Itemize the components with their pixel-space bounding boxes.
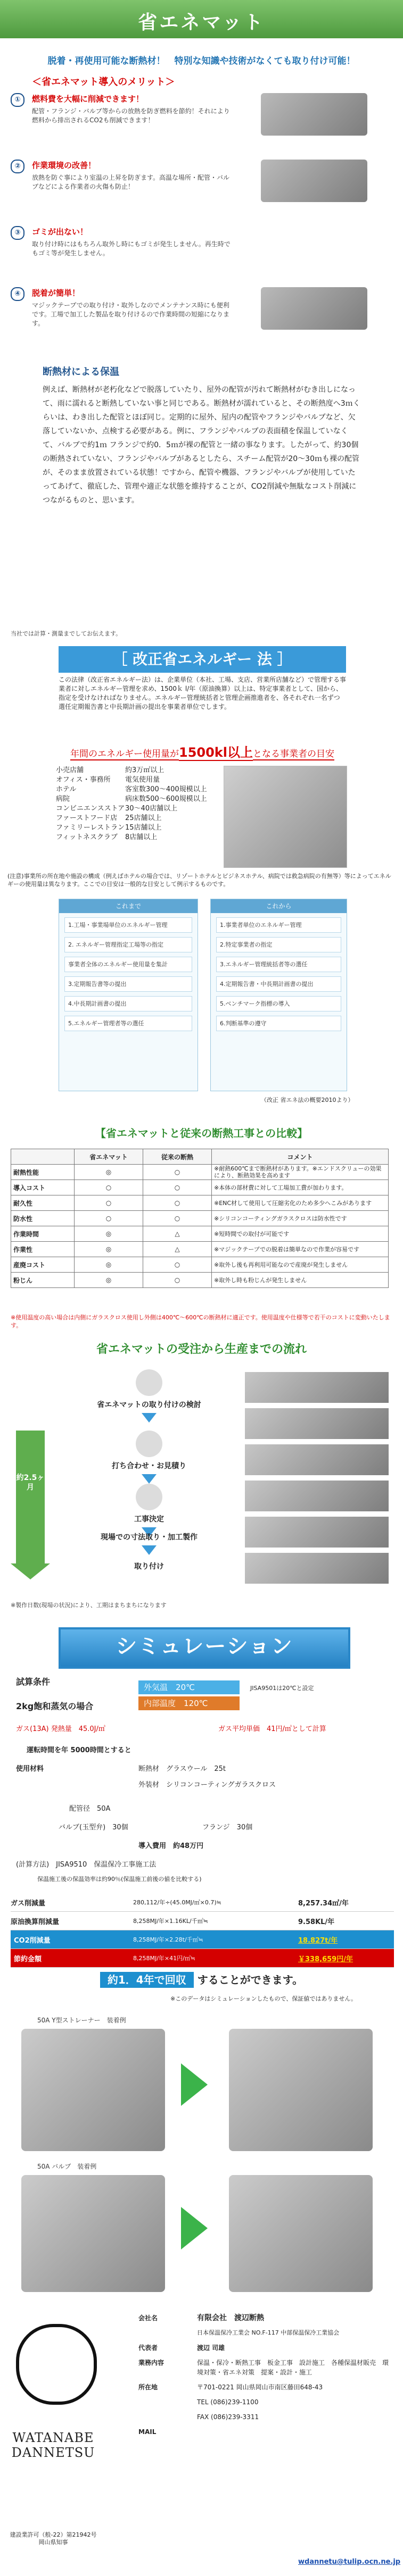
flow-item: 事業者全体のエネルギー使用量を集計	[64, 957, 192, 972]
compare-heading: 【省エネマットと従来の断熱工事との比較】	[95, 1127, 308, 1140]
down-arrow-icon	[142, 1474, 157, 1484]
payback-post: することができます。	[197, 1973, 303, 1986]
valve-covered-photo	[229, 2175, 373, 2292]
process-photo	[245, 1372, 389, 1403]
process-step-5	[75, 1561, 224, 1571]
flow-item: 2.特定事業者の指定	[216, 937, 341, 952]
info-row: 代表者 渡辺 司雄	[138, 2344, 225, 2352]
merit-body: マジックテープでの取り付け・取外しなのでメンテナンス時にも便利です。工場で加工した製品を取り付けるので作業時間の短縮になります。	[32, 302, 230, 327]
list-item: 病院 病床数500～600規模以上	[56, 795, 207, 803]
flow-item: 5.ベンチマーク指標の導入	[216, 996, 341, 1011]
law-note: (注意)事業所の所在地や施設の構成（例えばホテルの場合では、リゾートホテルとビジネスホテル、病院では救急病院の有無等）等によってエネルギーの使用量は異なります。ここでの目安は一般的な目安として例示するものです。	[7, 873, 391, 888]
step-label: 省エネマットの取り付けの検討	[97, 1401, 201, 1409]
merit-photo	[261, 287, 367, 330]
flow-item: 1.事業者単位のエネルギー管理	[216, 917, 341, 933]
process-step-1	[75, 1369, 224, 1426]
merit-number: ③	[11, 226, 24, 240]
process-photos	[245, 1372, 389, 1589]
flow-header: これまで	[59, 899, 198, 913]
company-section	[0, 2303, 403, 2558]
merit-head: 燃料費を大幅に削減できます！	[32, 94, 144, 104]
merit-head: 脱着が簡単！	[32, 288, 80, 298]
table-row: 防水性 ○ ○ ※シリコンコーティングガラスクロスは防水性です	[11, 1211, 389, 1226]
logo-name: WATANABE DANNETSU	[11, 2430, 95, 2460]
list-item: 小売店舗 約3万㎡以上	[56, 766, 165, 774]
lead-time-label: 約2.5ヶ月	[16, 1474, 45, 1492]
merit-body: 配管・フランジ・バルブ等からの放熱を防ぎ燃料を節約！それにより燃料から排出されるCO2も削減できます！	[32, 107, 230, 124]
pipe-size: 配管径 50A	[69, 1805, 111, 1813]
merit-head: ゴミが出ない！	[32, 227, 88, 237]
table-row: 産廃コスト ◎ ○ ※取外し後も再利用可能なので産廃が発生しません	[11, 1257, 389, 1273]
step-label: 打ち合わせ・お見積り	[112, 1462, 186, 1470]
flow-header: これから	[211, 899, 347, 913]
calc-note: 当社では計算・測量までしてお伝えます。	[11, 630, 122, 637]
table-row: 作業時間 ◎ △ ※短時間での取付が可能です	[11, 1226, 389, 1242]
law-list	[56, 766, 216, 842]
merit-photo	[261, 93, 367, 136]
process-photo	[245, 1553, 389, 1584]
material-label: 使用材料	[16, 1765, 44, 1773]
step-icon	[136, 1484, 162, 1510]
list-item: ファミリーレストラン 15店舗以上	[56, 824, 162, 832]
valve2-caption: 50A バルブ 装着例	[37, 2163, 97, 2170]
table-row: CO2削減量 8,258MJ/年×2.28t/千㎥≒ 18.827t/年	[11, 1930, 394, 1949]
info-row: 所在地 〒701-0221 岡山県岡山市南区藤田648-43	[138, 2383, 323, 2391]
process-step-2	[75, 1431, 224, 1487]
merit-number: ②	[11, 160, 24, 173]
flow-item: 6.判断基準の遵守	[216, 1016, 341, 1031]
info-row: 業務内容 保温・保冷・断熱工事 板金工事 設計施工 各種保温材販売 環境対策・省エネ対策 提案・設計・施工	[138, 2359, 389, 2376]
strainer-covered-photo	[229, 2029, 373, 2151]
lead-time-arrow	[16, 1431, 45, 1563]
table-row: 耐久性 ○ ○ ※ENC材して使用して圧縮劣化のため多少へこみがあります	[11, 1195, 389, 1211]
table-row: 原油換算削減量 8,258MJ/年×1.16KL/千㎥≒ 9.58KL/年	[11, 1912, 394, 1930]
table-row: 粉じん ◎ ○ ※取外し時も粉じんが発生しません	[11, 1273, 389, 1288]
right-arrow-icon	[181, 2207, 208, 2249]
table-row: 作業性 ◎ △ ※マジックテープでの脱着は簡単なので作業が容易です	[11, 1242, 389, 1257]
info-row: FAX (086)239-3311	[197, 2413, 259, 2421]
right-arrow-icon	[181, 2063, 208, 2106]
merit-number: ④	[11, 287, 24, 301]
compare-table	[11, 1149, 389, 1288]
flange-count: フランジ 30個	[202, 1824, 253, 1831]
simulation-heading: シミュレーション	[59, 1627, 350, 1669]
process-heading: 省エネマットの受注から生産までの流れ	[96, 1343, 307, 1356]
material-2: 外装材 シリコンコーティングガラスクロス	[138, 1781, 276, 1789]
calc-method-2: 保温施工後の保温効率は約90％(保温施工前後の値を比較する)	[37, 1876, 202, 1883]
step-icon	[136, 1431, 162, 1457]
valve-photo	[21, 2175, 165, 2292]
logo-mark-icon	[16, 2324, 97, 2405]
law-h2-post: となる事業者の目安	[252, 749, 334, 759]
strainer-photo	[21, 2029, 165, 2151]
info-row: 会社名 有限会社 渡辺断熱	[138, 2314, 264, 2322]
process-photo	[245, 1444, 389, 1475]
effect-text: 例えば、断熱材が老朽化などで脱落していたり、屋外の配管が汚れて断熱材がむき出しになって、雨に濡れると断熱していない事と同じである。断熱材が濡れていると、その断熱度へ3ｍくらいは、わき出した配管とほぼ同じ。定期的に屋外、屋内の配管やフランジやバルブなど、欠落していないか、点検する必要がある。例に、フランジやバルブの表面積を保温していなくて、バルブで約1ｍ フランジで約0．5ｍが裸の配管と一緒の事なります。したがって、約30個の断熱されていない、フランジやバルブがあるとしたら、スチーム配管が20～30ｍも裸の配管が、そのまま放置されている状態！ですから、配管や機器、フランジやバルブが使用していたってあげて、徹底した、管理や適正な状態を維持することが、CO2削減や無駄なコスト削減につながるものと、思います。	[43, 386, 360, 505]
merits-heading: ＜省エネマット導入のメリット＞	[32, 77, 175, 88]
valve1-caption: 50A Y型ストレーナー 装着例	[37, 2017, 126, 2024]
law-threshold-heading	[53, 742, 351, 760]
flow-item: 3.エネルギー管理統括者等の選任	[216, 957, 341, 972]
operation-hours: 運転時間を年 5000時間とすると	[27, 1746, 131, 1754]
table-row: 耐熱性能 ◎ ○ ※耐熱600℃まで断熱材があります。※エンドスクリューの効果により、断熱効果を高めます	[11, 1165, 389, 1180]
simulation-results	[11, 1893, 394, 1968]
flow-item: 2. エネルギー管理指定工場等の指定	[64, 937, 192, 952]
step-label: 取り付け	[134, 1562, 164, 1571]
cond-note: JISA9501は20℃と設定	[250, 1685, 314, 1692]
compare-note: ※使用温度の高い場合は内側にガラスクロス使用し外側は400℃～600℃の断熱材に適正です。使用温度や仕様等で若干のコストに変動いたします。	[11, 1314, 390, 1329]
info-row: 日本保温保冷工業会 NO.F-117 中部保温保冷工業協会	[197, 2329, 340, 2336]
flow-item: 4.定期報告書・中長期計画書の提出	[216, 976, 341, 992]
law-h2-big: 1500kl以上	[179, 745, 253, 760]
down-arrow-icon	[142, 1413, 157, 1423]
building-photo	[224, 766, 347, 868]
email-link[interactable]: wdannetu@tulip.ocn.ne.jp	[298, 2558, 401, 2566]
gas-heat: ガス(13A) 発熱量 45.0J/㎥	[16, 1725, 105, 1733]
merit-number: ①	[11, 93, 24, 107]
table-row: ガス削減量 280,112/年÷(45.0MJ/㎥×0.7)≒ 8,257.34㎥/年	[11, 1893, 394, 1912]
install-cost: 導入費用 約48万円	[138, 1842, 204, 1850]
process-photo	[245, 1408, 389, 1439]
sim-disclaimer: ※このデータはシミュレーションしたもので、保証値ではありません。	[170, 1995, 357, 2002]
payback-label: 約1．4年で回収	[100, 1972, 194, 1988]
down-arrow-icon	[142, 1545, 157, 1555]
valve-count: バルブ(玉型弁) 30個	[59, 1824, 128, 1831]
title-banner	[0, 0, 403, 38]
sim-cond-label: 試算条件	[16, 1677, 51, 1687]
list-item: ファーストフード店 25店舗以上	[56, 814, 162, 822]
law-flow-after	[210, 899, 347, 1091]
flow-item: 3.定期報告書等の提出	[64, 976, 192, 992]
law-h2-pre: 年間のエネルギー使用量が	[70, 749, 179, 759]
list-item: ホテル 客室数300～400規模以上	[56, 785, 207, 793]
list-item: コンビニエンスストア 30～40店舗以上	[56, 805, 178, 813]
law-body: この法律（改正省エネルギー法）は、企業単位（本社、工場、支店、営業所店舗など）で管理する事業者に対しエネルギー管理を求め、1500ｋ l/年（原油換算）以上は、特定事業者として、国から、指定を受けなければなりません。エネルギー管理統括者と管理企画推進者を、各それぞれ一名ずつ選任定期報告書と中長期計画の提出を事業者単位でします。	[59, 676, 347, 710]
list-item: オフィス・事務所 電気使用量	[56, 776, 160, 784]
payback	[0, 1971, 403, 1987]
merit-body: 取り付け時にはもちろん取外し時にもゴミが発生しません。再生時でもゴミ等が発生しません。	[32, 240, 231, 257]
flow-item: 1.工場・事業場単位のエネルギー管理	[64, 917, 192, 933]
process-note: ※製作日数(現場の状況)により、工期はまちまちになります	[11, 1602, 167, 1609]
merit-photo	[261, 160, 367, 202]
table-row: 導入コスト ○ ○ ※本体の部材費に対して工場加工費が加わります。	[11, 1180, 389, 1195]
table-row: 節約金額 8,258MJ/年×41円/㎥≒ ￥338,659円/年	[11, 1949, 394, 1968]
law-heading: ［ 改正省エネルギー 法 ］	[59, 646, 346, 673]
arrow-tip-icon	[11, 1563, 50, 1579]
step-label: 工事決定	[134, 1515, 164, 1524]
subtitle: 脱着・再使用可能な断熱材！ 特別な知識や技術がなくても取り付け可能！	[47, 56, 356, 66]
process-photo	[245, 1517, 389, 1548]
step-label: 現場での寸法取り・加工製作	[101, 1533, 198, 1542]
gas-price: ガス平均単価 41円/㎥として計算	[218, 1725, 326, 1733]
merit-head: 作業環境の改善！	[32, 161, 96, 170]
merit-body: 放熱を防ぐ事により室温の上昇を防ぎます。高温な場所・配管・バルブなどによる作業者の火傷も防止！	[32, 174, 230, 190]
law-flow-before	[59, 899, 198, 1091]
inside-temp-chip: 内部温度 120℃	[138, 1696, 240, 1710]
info-row: TEL (086)239-1100	[197, 2398, 259, 2406]
process-photo	[245, 1481, 389, 1511]
step-icon	[136, 1369, 162, 1396]
company-logo	[5, 2308, 101, 2553]
table-header-row: 省エネマット 従来の断熱 コメント	[11, 1149, 389, 1165]
company-info: 会社名 有限会社 渡辺断熱 日本保温保冷工業会 NO.F-117 中部保温保冷工業協会 代表者 渡辺 司雄 業務内容 保温・保冷・断熱工事 板金工事 設計施工 各種保温材販売 環境対策・省エネ対策 提案・設計・施工 所在地 〒701-0221 岡山県岡山市南区藤田648-43 TEL (086)239-1100 FAX (086)239-3311 MAIL	[138, 2313, 394, 2427]
material-1: 断熱材 グラスウール 25t	[138, 1765, 226, 1773]
logo-caption: 建設業許可（般-22）第21942号 岡山県知事	[10, 2531, 97, 2546]
page-title: 省エネマット	[138, 12, 265, 34]
process-step-4	[75, 1532, 224, 1558]
outside-temp-chip: 外気温 20℃	[138, 1680, 240, 1694]
calc-method: (計算方法) JISA9510 保温保冷工事施工法	[16, 1861, 157, 1869]
list-item: フィットネスクラブ 8店舗以上	[56, 833, 158, 841]
flow-item: 5.エネルギー管理者等の選任	[64, 1016, 192, 1031]
flow-item: 4.中長期計画書の提出	[64, 996, 192, 1011]
flow-caption: （改正 省エネ法の概要2010より）	[261, 1097, 354, 1103]
steam-label: 2kg飽和蒸気の場合	[16, 1701, 94, 1711]
effect-heading: 断熱材による保温	[43, 366, 119, 378]
